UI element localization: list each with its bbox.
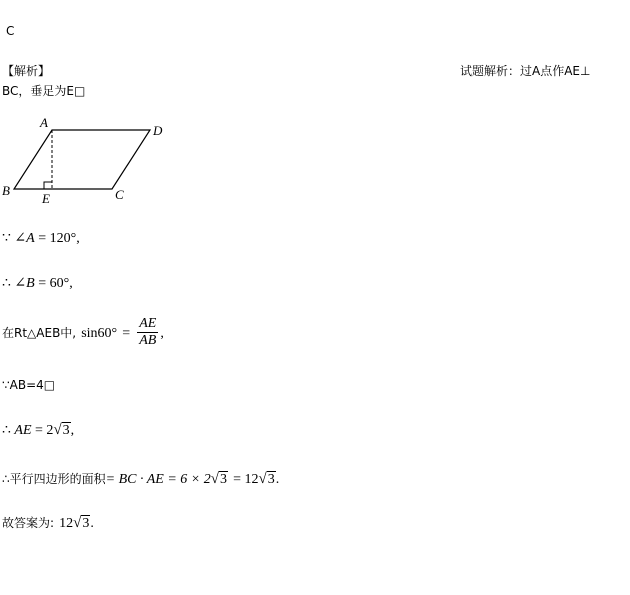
step-1: ∵ ∠A = 120°, (2, 231, 80, 246)
sqrt-symbol: √3 (258, 471, 275, 487)
step-3: 在Rt△AEB中, sin60° = $\frac{AE}{AB}$ , (2, 316, 164, 348)
label-e: E (42, 191, 50, 206)
fraction-ae-ab: $\frac{AE}{AB}$ (139, 316, 157, 348)
parallelogram-figure (0, 115, 180, 210)
step-6: ∴平行四边形的面积= BC · AE = 6 × 2√3 = 12√3. (2, 471, 280, 487)
right-angle-mark (44, 182, 52, 189)
analysis-intro: 试题解析：过A点作AE⊥ (460, 64, 591, 78)
step-7: 故答案为: 12√3. (2, 515, 94, 531)
analysis-intro-line2: BC，垂足为E□ (2, 84, 86, 98)
label-a: A (40, 115, 48, 130)
sqrt-symbol: √3 (53, 422, 70, 438)
sqrt-symbol: √3 (73, 515, 90, 531)
step-5: ∴ AE = 2√3, (2, 422, 75, 438)
sqrt-symbol: √3 (210, 471, 227, 487)
step-4: ∵AB=4□ (2, 378, 56, 392)
answer-letter: C (6, 24, 15, 38)
step-2: ∴ ∠B = 60°, (2, 276, 73, 291)
parallelogram-shape (14, 130, 150, 189)
analysis-header: 【解析】 (2, 64, 51, 78)
label-b: B (2, 183, 10, 198)
label-c: C (115, 187, 124, 202)
label-d: D (153, 123, 163, 138)
